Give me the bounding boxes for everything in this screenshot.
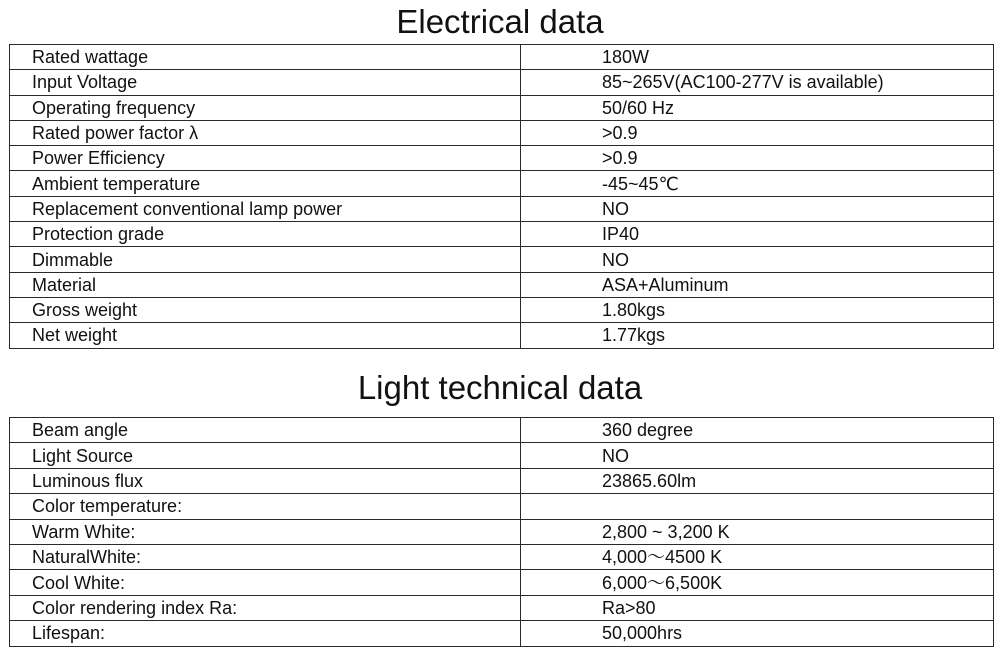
light-technical-data-title: Light technical data xyxy=(357,369,643,406)
table-row xyxy=(10,45,994,70)
spec-label: Net weight xyxy=(10,323,521,348)
electrical-data-table xyxy=(9,44,994,349)
spec-label: NaturalWhite: xyxy=(10,544,521,569)
table-row xyxy=(10,418,994,443)
spec-value: 2,800 ~ 3,200 K xyxy=(521,519,994,544)
spec-value: 180W xyxy=(521,45,994,70)
table-row xyxy=(10,519,994,544)
table-row xyxy=(10,247,994,272)
spec-label: Input Voltage xyxy=(10,70,521,95)
spec-value: >0.9 xyxy=(521,146,994,171)
spec-label: Ambient temperature xyxy=(10,171,521,196)
spec-value: Ra>80 xyxy=(521,595,994,620)
table-row xyxy=(10,95,994,120)
table-row xyxy=(10,443,994,468)
electrical-data-title: Electrical data xyxy=(396,3,604,40)
table-row xyxy=(10,222,994,247)
table-row xyxy=(10,196,994,221)
table-row xyxy=(10,70,994,95)
table-row xyxy=(10,544,994,569)
spec-value: 85~265V(AC100-277V is available) xyxy=(521,70,994,95)
spec-value xyxy=(521,494,994,519)
table-row xyxy=(10,621,994,646)
spec-value: 50/60 Hz xyxy=(521,95,994,120)
spec-label: Color rendering index Ra: xyxy=(10,595,521,620)
spec-value: NO xyxy=(521,247,994,272)
spec-label: Material xyxy=(10,272,521,297)
spec-value: >0.9 xyxy=(521,120,994,145)
spec-value: 4,000～4500 K xyxy=(521,544,994,569)
table-row xyxy=(10,468,994,493)
spec-label: Power Efficiency xyxy=(10,146,521,171)
spec-label: Protection grade xyxy=(10,222,521,247)
spec-value: NO xyxy=(521,443,994,468)
spec-value: ASA+Aluminum xyxy=(521,272,994,297)
spec-label: Rated wattage xyxy=(10,45,521,70)
spec-value: -45~45℃ xyxy=(521,171,994,196)
spec-value: 1.77kgs xyxy=(521,323,994,348)
spec-label: Beam angle xyxy=(10,418,521,443)
spec-value: NO xyxy=(521,196,994,221)
spec-value: 50,000hrs xyxy=(521,621,994,646)
spec-value: 6,000～6,500K xyxy=(521,570,994,595)
table-row xyxy=(10,120,994,145)
table-row xyxy=(10,323,994,348)
spec-label: Cool White: xyxy=(10,570,521,595)
spec-label: Luminous flux xyxy=(10,468,521,493)
spec-label: Operating frequency xyxy=(10,95,521,120)
spec-label: Color temperature: xyxy=(10,494,521,519)
light-technical-data-table xyxy=(9,417,994,647)
spec-value: IP40 xyxy=(521,222,994,247)
spec-value: 23865.60lm xyxy=(521,468,994,493)
table-row xyxy=(10,494,994,519)
table-row xyxy=(10,171,994,196)
table-row xyxy=(10,297,994,322)
table-row xyxy=(10,146,994,171)
spec-value: 1.80kgs xyxy=(521,297,994,322)
spec-label: Warm White: xyxy=(10,519,521,544)
table-row xyxy=(10,595,994,620)
spec-label: Dimmable xyxy=(10,247,521,272)
spec-label: Gross weight xyxy=(10,297,521,322)
table-row xyxy=(10,272,994,297)
spec-label: Rated power factor λ xyxy=(10,120,521,145)
spec-value: 360 degree xyxy=(521,418,994,443)
spec-label: Light Source xyxy=(10,443,521,468)
spec-label: Replacement conventional lamp power xyxy=(10,196,521,221)
spec-label: Lifespan: xyxy=(10,621,521,646)
table-row xyxy=(10,570,994,595)
